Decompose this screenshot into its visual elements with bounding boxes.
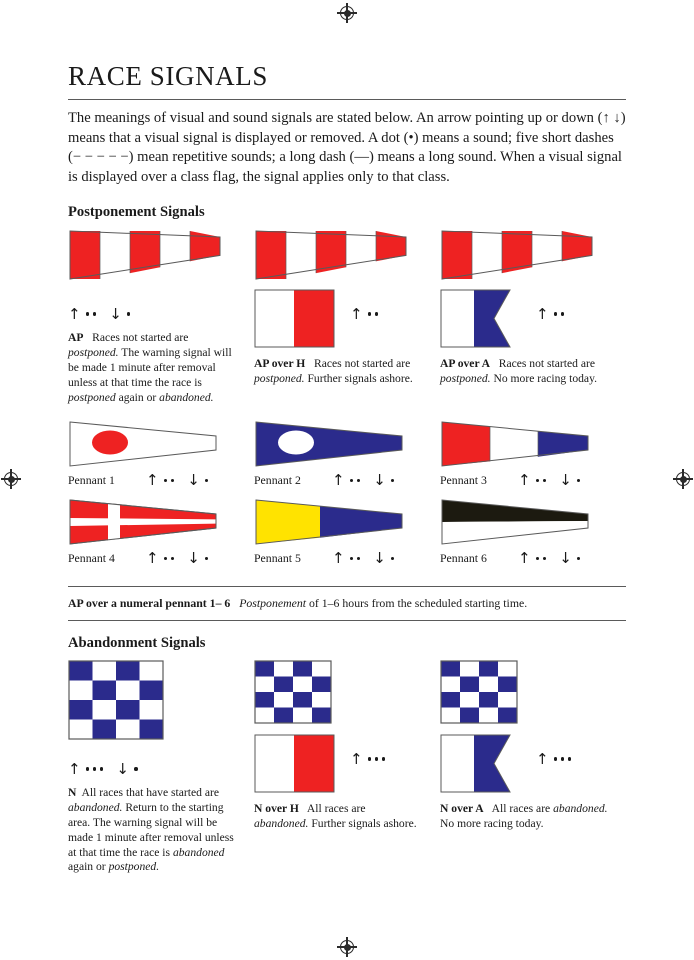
- pennant-2-row: [254, 470, 440, 492]
- n-flag: [254, 660, 440, 726]
- pennant-6-row: [440, 548, 626, 570]
- signal-sequence-pennant-5: [332, 548, 394, 570]
- pennant-5-label: Pennant 5: [254, 551, 301, 566]
- intro-paragraph: The meanings of visual and sound signals are stated below. An arrow pointing up or down (↑ ↓) means that a visual signal is displayed or removed. A dot (•) means a sound; five short dashes (− − − − −) mean repetitive sounds; a long dash (—) means a long sound. When a visual signal is displayed over a class flag, the signal applies only to that class.: [68, 110, 626, 185]
- abandonment-flag-columns: [68, 660, 626, 875]
- arrow-down-icon: ↓: [559, 471, 572, 490]
- numeral-pennants-row-2: [68, 498, 626, 570]
- arrow-down-icon: ↓: [109, 304, 122, 323]
- caption-ap-over-a: AP over A Races not started are postponed. No more racing today.: [440, 357, 598, 386]
- pennant-4-label: Pennant 4: [68, 551, 115, 566]
- pennant-2-flag: [254, 420, 440, 468]
- n-flag: [68, 660, 254, 742]
- signal-sequence-pennant-4: [146, 548, 208, 570]
- section-title-postponement: Postponement Signals: [68, 204, 205, 221]
- arrow-down-icon: ↓: [373, 471, 386, 490]
- ap-pennant-flag: [254, 229, 440, 281]
- h-flag: [254, 289, 336, 349]
- pennant-3-label: Pennant 3: [440, 473, 487, 488]
- arrow-up-icon: ↑: [68, 304, 81, 323]
- ap-pennant-flag: [68, 229, 254, 281]
- pennant-6-flag: [440, 498, 626, 546]
- signal-sequence-n: [68, 758, 254, 780]
- pennant-5-entry: [254, 498, 440, 570]
- arrow-up-icon: ↑: [146, 549, 159, 568]
- arrow-down-icon: ↓: [373, 549, 386, 568]
- divider-below-summary: [68, 620, 626, 621]
- sound-dots: [536, 557, 547, 561]
- sound-dots: [205, 557, 209, 561]
- pennant-3-row: [440, 470, 626, 492]
- arrow-down-icon: ↓: [559, 549, 572, 568]
- signal-sequence-ap: [68, 303, 254, 325]
- arrow-down-icon: ↓: [116, 759, 129, 778]
- arrow-up-icon: ↑: [146, 471, 159, 490]
- sound-dots: [86, 767, 104, 771]
- arrow-up-icon: ↑: [536, 749, 549, 768]
- sound-dots: [368, 312, 379, 316]
- registration-mark-left: [2, 470, 20, 488]
- sound-dots: [368, 757, 386, 761]
- signal-sequence-pennant-1: [146, 470, 208, 492]
- sound-dots: [350, 479, 361, 483]
- sound-dots: [164, 557, 175, 561]
- signal-sequence-n-over-h: [350, 748, 385, 770]
- signal-sequence-n-over-a: [536, 748, 571, 770]
- pennant-3-entry: [440, 420, 626, 492]
- postponement-flag-columns: [68, 229, 626, 405]
- sound-dots: [350, 557, 361, 561]
- sound-dots: [536, 479, 547, 483]
- pennant-2-label: Pennant 2: [254, 473, 301, 488]
- signal-sequence-ap-over-h: [350, 303, 378, 325]
- signal-entry-ap-over-a: [440, 229, 626, 405]
- signal-sequence-pennant-2: [332, 470, 394, 492]
- sound-dots: [391, 479, 395, 483]
- caption-ap: AP Races not started are postponed. The warning signal will be made 1 minute after removal unless at that time the race is postponed again or abandoned.: [68, 331, 232, 404]
- page-title: RACE SIGNALS: [68, 61, 268, 91]
- arrow-down-icon: ↓: [187, 471, 200, 490]
- signal-sequence-pennant-6: [518, 548, 580, 570]
- caption-n-over-a: N over A All races are abandoned. No more racing today.: [440, 802, 608, 830]
- sound-dots: [205, 479, 209, 483]
- arrow-up-icon: ↑: [350, 304, 363, 323]
- arrow-up-icon: ↑: [350, 749, 363, 768]
- arrow-up-icon: ↑: [68, 759, 81, 778]
- signal-sequence-ap-over-a: [536, 303, 564, 325]
- pennant-6-entry: [440, 498, 626, 570]
- title-divider: [68, 99, 626, 100]
- section-title-abandonment: Abandonment Signals: [68, 635, 206, 651]
- pennant-1-label: Pennant 1: [68, 473, 115, 488]
- registration-mark-right: [674, 470, 692, 488]
- sound-dots: [554, 312, 565, 316]
- pennant-6-label: Pennant 6: [440, 551, 487, 566]
- pennant-1-entry: [68, 420, 254, 492]
- registration-mark-bottom: [338, 938, 356, 956]
- sound-dots: [164, 479, 175, 483]
- n-flag: [440, 660, 626, 726]
- a-flag: [440, 734, 522, 794]
- sound-dots: [86, 312, 97, 316]
- sound-dots: [391, 557, 395, 561]
- arrow-up-icon: ↑: [518, 549, 531, 568]
- ap-pennant-flag: [440, 229, 626, 281]
- sound-dots: [134, 767, 138, 771]
- pennant-1-row: [68, 470, 254, 492]
- page-content: [68, 62, 626, 875]
- arrow-up-icon: ↑: [536, 304, 549, 323]
- signal-entry-n-over-h: [254, 660, 440, 875]
- pennant-4-flag: [68, 498, 254, 546]
- registration-mark-top: [338, 4, 356, 22]
- pennant-4-row: [68, 548, 254, 570]
- pennant-2-entry: [254, 420, 440, 492]
- h-flag: [254, 734, 336, 794]
- numeral-pennants-row-1: [68, 420, 626, 492]
- pennant-5-flag: [254, 498, 440, 546]
- a-flag: [440, 289, 522, 349]
- signal-entry-n-over-a: [440, 660, 626, 875]
- pennant-3-flag: [440, 420, 626, 468]
- arrow-up-icon: ↑: [518, 471, 531, 490]
- signal-entry-ap-over-h: [254, 229, 440, 405]
- signal-sequence-pennant-3: [518, 470, 580, 492]
- sound-dots: [127, 312, 131, 316]
- sound-dots: [577, 479, 581, 483]
- sound-dots: [554, 757, 572, 761]
- divider-above-summary: [68, 586, 626, 587]
- pennant-4-entry: [68, 498, 254, 570]
- arrow-up-icon: ↑: [332, 471, 345, 490]
- caption-n-over-h: N over H All races are abandoned. Further signals ashore.: [254, 802, 417, 830]
- caption-n: N All races that have started are abandoned. Return to the starting area. The warning signal will be made 1 minute after removal unless at that time the race is abandoned again or postponed.: [68, 786, 234, 874]
- arrow-down-icon: ↓: [187, 549, 200, 568]
- caption-ap-over-h: AP over H Races not started are postponed. Further signals ashore.: [254, 357, 413, 386]
- signal-entry-n: [68, 660, 254, 875]
- signal-entry-ap: [68, 229, 254, 405]
- pennant-1-flag: [68, 420, 254, 468]
- summary-ap-over-numeral: AP over a numeral pennant 1– 6 Postponement of 1–6 hours from the scheduled starting time.: [68, 595, 528, 610]
- sound-dots: [577, 557, 581, 561]
- pennant-5-row: [254, 548, 440, 570]
- arrow-up-icon: ↑: [332, 549, 345, 568]
